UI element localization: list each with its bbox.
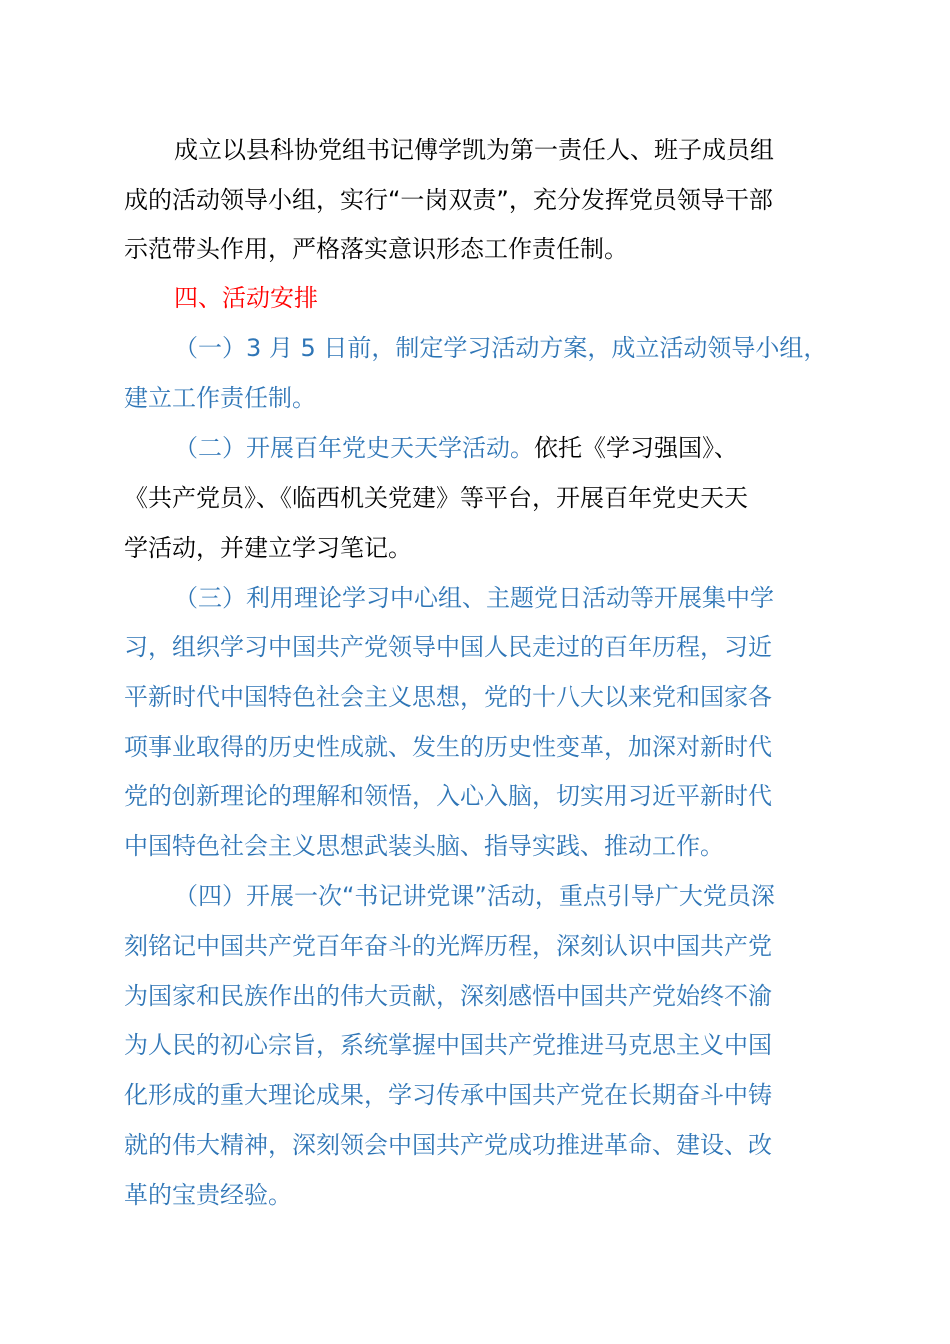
item-3-line-6: 中国特色社会主义思想武装头脑、指导实践、推动工作。: [124, 832, 724, 860]
item-3-line-4: 项事业取得的历史性成就、发生的历史性变革，加深对新时代: [124, 733, 772, 761]
item-4-line-7: 革的宝贵经验。: [124, 1181, 292, 1209]
paragraph-1-line-2: 成的活动领导小组，实行“一岗双责”，充分发挥党员领导干部: [124, 186, 773, 214]
paragraph-1-line-3: 示范带头作用，严格落实意识形态工作责任制。: [124, 235, 628, 263]
section-heading: 四、活动安排: [174, 284, 318, 312]
item-1-line-2: 建立工作责任制。: [124, 384, 316, 412]
item-3-line-1: （三）利用理论学习中心组、主题党日活动等开展集中学: [174, 584, 774, 612]
item-2-line-1: [174, 428, 864, 468]
item-4-line-1: （四）开展一次“书记讲党课”活动，重点引导广大党员深: [174, 882, 775, 910]
item-3-line-5: 党的创新理论的理解和领悟，入心入脑，切实用习近平新时代: [124, 782, 772, 810]
item-4-line-3: 为国家和民族作出的伟大贡献，深刻感悟中国共产党始终不渝: [124, 982, 772, 1010]
item-2-text-start: 依托《学习强国》、: [534, 434, 738, 462]
item-4-line-2: 刻铭记中国共产党百年奋斗的光辉历程，深刻认识中国共产党: [124, 932, 772, 960]
item-3-line-3: 平新时代中国特色社会主义思想，党的十八大以来党和国家各: [124, 683, 772, 711]
item-3-line-2: 习，组织学习中国共产党领导中国人民走过的百年历程，习近: [124, 633, 772, 661]
item-2-line-2: 《共产党员》、《临西机关党建》等平台，开展百年党史天天: [124, 484, 748, 512]
item-4-line-6: 就的伟大精神，深刻领会中国共产党成功推进革命、建设、改: [124, 1131, 772, 1159]
item-1-line-1: （一）3 月 5 日前，制定学习活动方案，成立活动领导小组，: [174, 334, 828, 362]
paragraph-1-line-1: 成立以县科协党组书记傅学凯为第一责任人、班子成员组: [174, 136, 774, 164]
item-4-line-4: 为人民的初心宗旨，系统掌握中国共产党推进马克思主义中国: [124, 1031, 772, 1059]
item-2-title: （二）开展百年党史天天学活动。: [174, 434, 534, 462]
item-2-line-3: 学活动，并建立学习笔记。: [124, 534, 412, 562]
item-4-line-5: 化形成的重大理论成果，学习传承中国共产党在长期奋斗中铸: [124, 1081, 772, 1109]
